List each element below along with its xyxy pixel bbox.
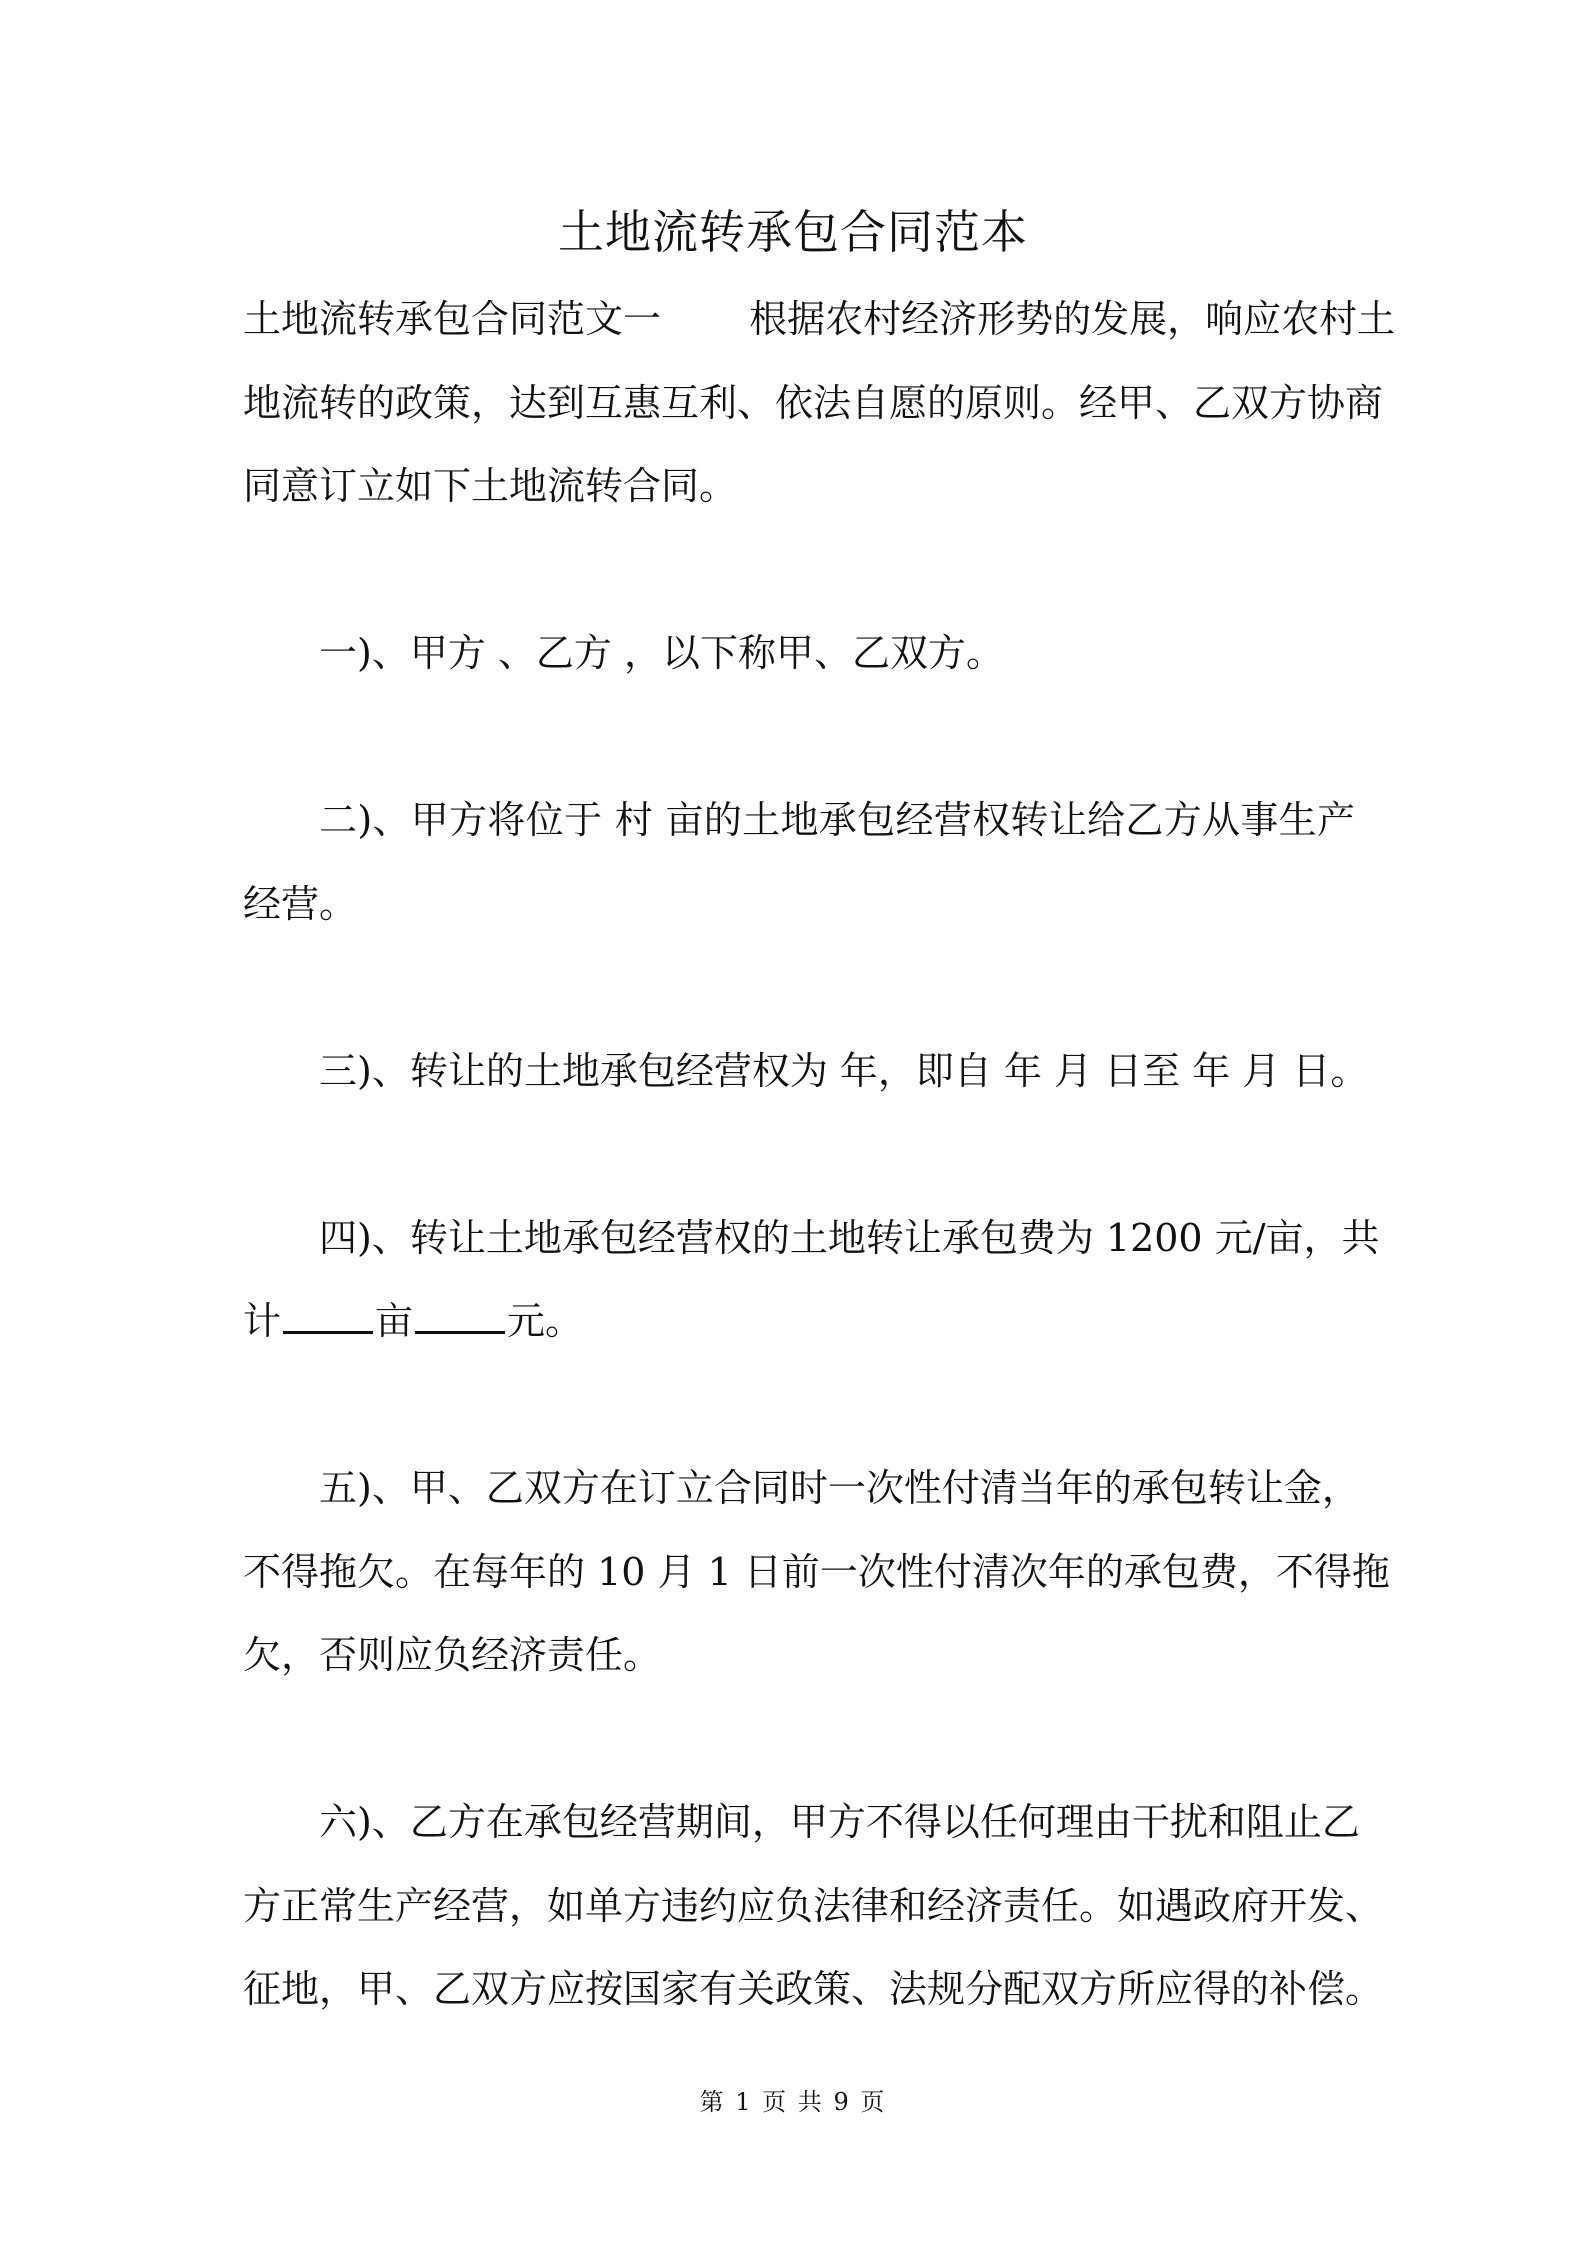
paragraph-clause-5	[243, 1447, 1390, 1698]
blank-underline-area	[283, 1301, 373, 1334]
paragraph-clause-4	[243, 1197, 1380, 1364]
blank-underline-amount	[415, 1301, 505, 1334]
text-line: 四)、转让土地承包经营权的土地转让承包费为 1200 元/亩，共	[319, 1215, 1380, 1260]
text-line	[243, 1280, 1355, 1364]
text-line: 地流转的政策，达到互惠互利、依法自愿的原则。经甲、乙双方协商	[243, 380, 1384, 425]
document-title: 土地流转承包合同范本	[558, 205, 1028, 259]
text-line: 二)、甲方将位于 村 亩的土地承包经营权转让给乙方从事生产	[319, 798, 1355, 842]
text-line: 同意订立如下土地流转合同。	[243, 464, 738, 508]
text-line: 不得拖欠。在每年的 10 月 1 日前一次性付清次年的承包费，不得拖	[243, 1549, 1390, 1594]
paragraph-clause-1	[243, 612, 1355, 696]
text-line: 五)、甲、乙双方在订立合同时一次性付清当年的承包转让金，	[319, 1466, 1360, 1510]
text-line: 一)、甲方 、乙方 ，以下称甲、乙双方。	[319, 631, 1004, 675]
text-fragment: 元。	[507, 1299, 584, 1343]
paragraph-clause-3	[243, 1030, 1369, 1114]
document-body	[243, 278, 1396, 2032]
text-line: 征地，甲、乙双方应按国家有关政策、法规分配双方所应得的补偿。	[243, 1967, 1384, 2011]
text-line: 土地流转承包合同范文一 根据农村经济形势的发展，响应农村土	[243, 297, 1396, 341]
text-fragment: 计	[243, 1299, 282, 1343]
page-number-footer: 第 1 页 共 9 页	[699, 2088, 887, 2116]
paragraph-clause-2	[243, 779, 1355, 946]
text-line: 方正常生产经营，如单方违约应负法律和经济责任。如遇政府开发、	[243, 1883, 1384, 1928]
text-line: 经营。	[243, 881, 358, 926]
paragraph-intro	[243, 278, 1396, 529]
paragraph-clause-6	[243, 1781, 1384, 2032]
text-fragment: 亩	[375, 1299, 414, 1343]
text-line: 六)、乙方在承包经营期间，甲方不得以任何理由干扰和阻止乙	[319, 1800, 1360, 1844]
text-line: 三)、转让的土地承包经营权为 年，即自 年 月 日至 年 月 日。	[319, 1048, 1369, 1093]
text-line: 欠，否则应负经济责任。	[243, 1633, 662, 1677]
